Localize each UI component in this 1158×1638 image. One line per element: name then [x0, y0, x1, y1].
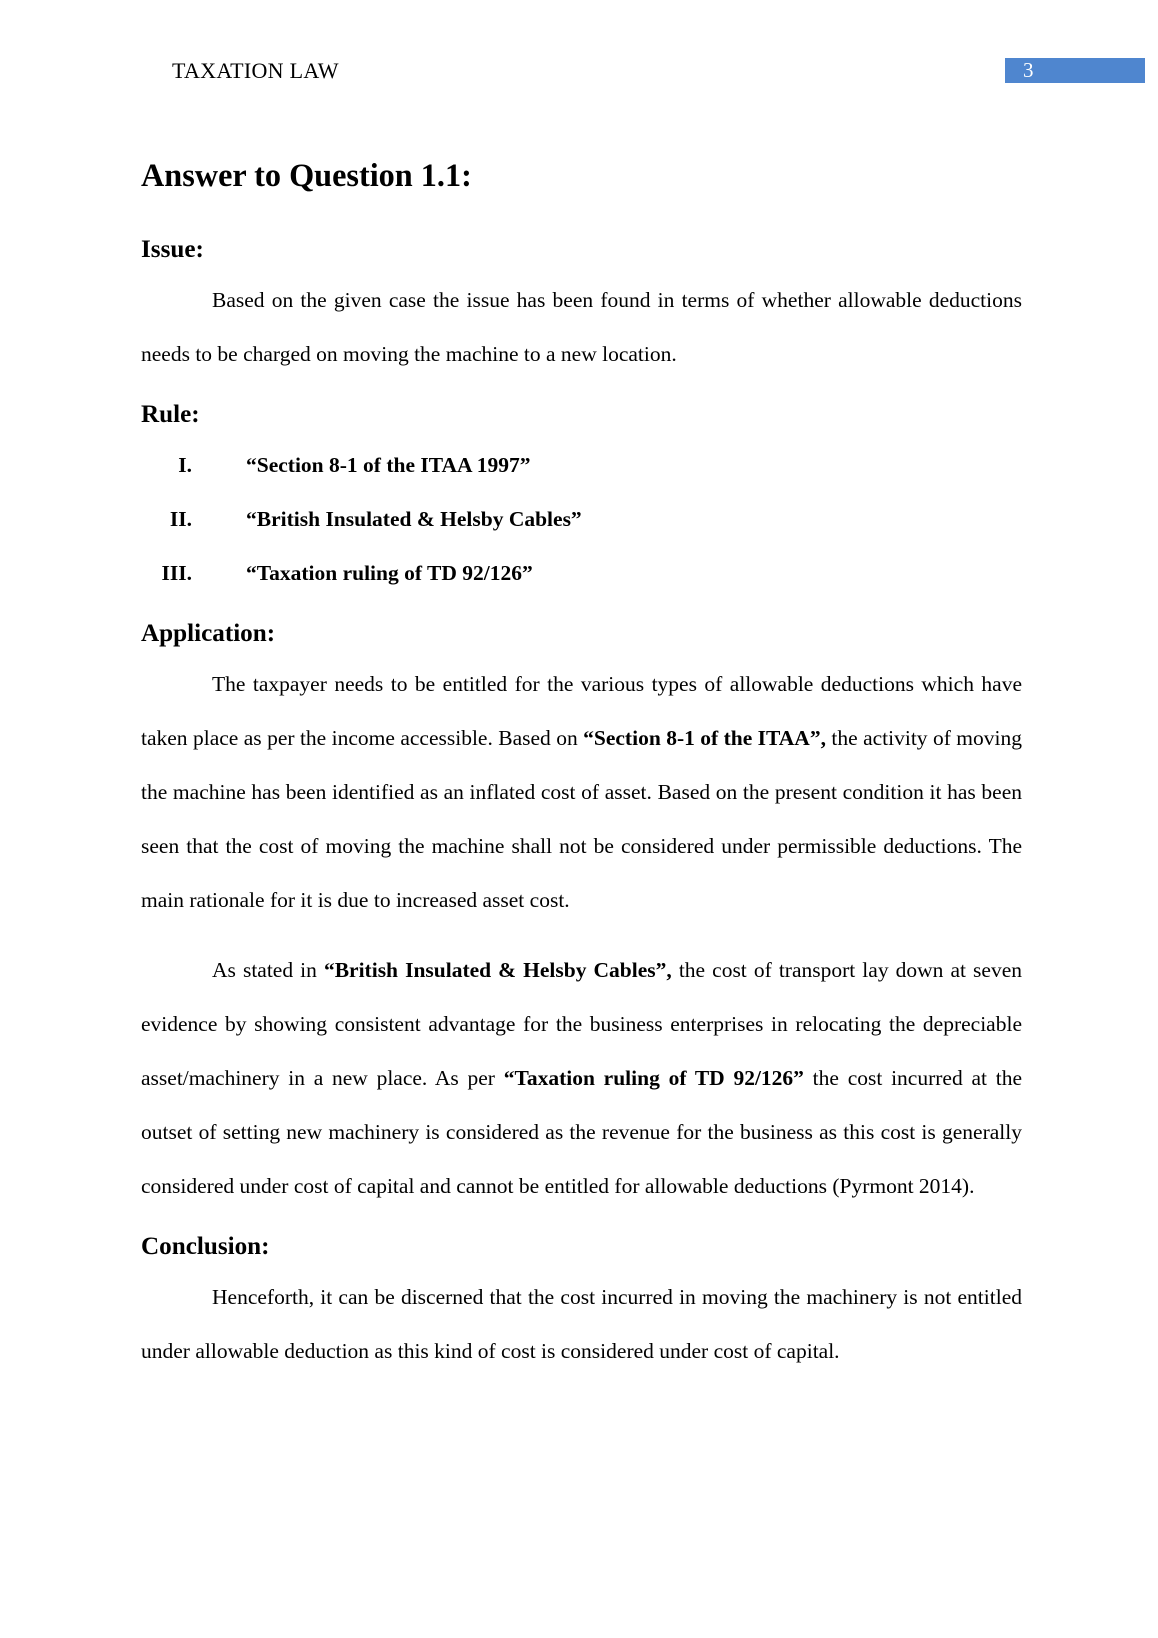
answer-heading: Answer to Question 1.1: [141, 157, 472, 193]
conclusion-heading: Conclusion: [141, 1233, 270, 1260]
application-p1-citation: “Section 8-1 of the ITAA”, [583, 726, 826, 750]
rule-item-text: “British Insulated & Helsby Cables” [246, 507, 582, 531]
application-p2-text-1: As stated in [212, 958, 324, 982]
rule-item-number: II. [169, 507, 192, 531]
rule-item [141, 438, 1022, 492]
rule-list [141, 438, 1022, 600]
issue-heading: Issue: [141, 236, 204, 263]
application-p2-citation-2: “Taxation ruling of TD 92/126” [503, 1066, 804, 1090]
conclusion-paragraph: Henceforth, it can be discerned that the cost incurred in moving the machinery is not entitled under allowable deduction as this kind of cost is considered under cost of capital. [141, 1285, 1022, 1363]
issue-paragraph: Based on the given case the issue has been found in terms of whether allowable deductions needs to be charged on moving the machine to a new location. [141, 288, 1022, 366]
page-number-badge [1005, 58, 1145, 83]
application-p1-text-1: The taxpayer needs to be entitled for the various types of allowable deductions which have taken place as per the income accessible. Based on [141, 672, 1022, 750]
document-body [141, 157, 1022, 1378]
rule-item-text: “Taxation ruling of TD 92/126” [246, 561, 533, 585]
rule-item [141, 492, 1022, 546]
rule-item-number: I. [178, 453, 192, 477]
application-paragraph-1 [141, 657, 1022, 927]
running-header-title: TAXATION LAW [172, 58, 339, 83]
rule-item-number: III. [161, 561, 192, 585]
rule-item-text: “Section 8-1 of the ITAA 1997” [246, 453, 531, 477]
application-paragraph-2 [141, 943, 1022, 1213]
application-heading: Application: [141, 620, 276, 647]
application-p2-citation-1: “British Insulated & Helsby Cables”, [323, 958, 672, 982]
rule-heading: Rule: [141, 401, 200, 428]
rule-item [141, 546, 1022, 600]
application-p1-text-2: the activity of moving the machine has been identified as an inflated cost of asset. Based on the present condition it has been seen that the cost of moving the machine shall not be considered under permissible deductions. The main rationale for it is due to increased asset cost. [141, 726, 1022, 912]
application-p2-text-2: the cost of transport lay down at seven evidence by showing consistent advantage for the business enterprises in relocating the depreciable asset/machinery in a new place. As per [141, 958, 1022, 1090]
page-number: 3 [1023, 58, 1034, 82]
application-p2-text-3: the cost incurred at the outset of setting new machinery is considered as the revenue for the business as this cost is generally considered under cost of capital and cannot be entitled for allowable deductions (Pyrmont 2014). [141, 1066, 1022, 1198]
